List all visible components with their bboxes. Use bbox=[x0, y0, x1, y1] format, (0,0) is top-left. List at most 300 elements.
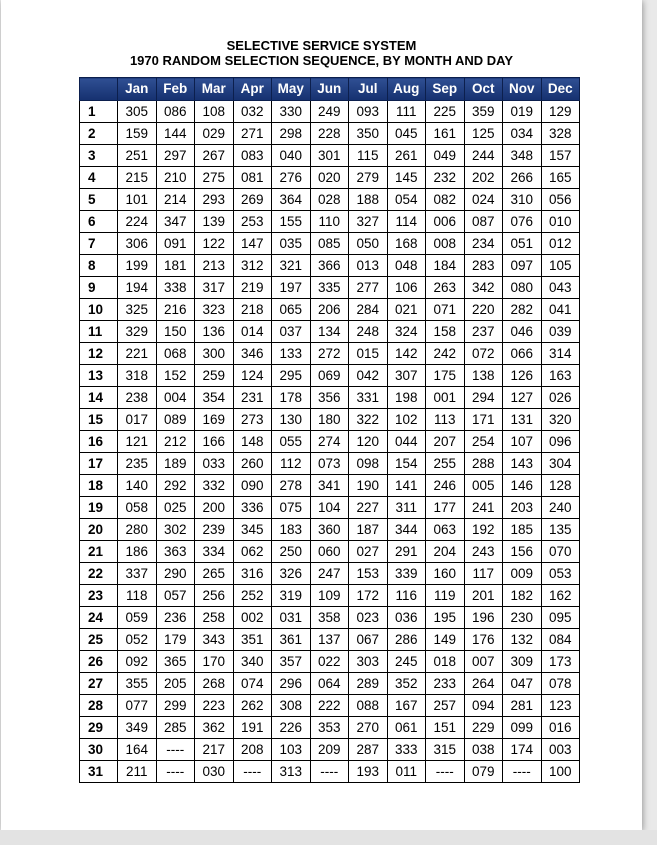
sequence-cell: 041 bbox=[541, 299, 580, 321]
sequence-cell: 313 bbox=[272, 761, 311, 783]
sequence-cell: 296 bbox=[272, 673, 311, 695]
sequence-cell: 006 bbox=[426, 211, 465, 233]
sequence-cell: 177 bbox=[426, 497, 465, 519]
day-label: 17 bbox=[80, 453, 118, 475]
table-row bbox=[80, 387, 580, 409]
day-label: 28 bbox=[80, 695, 118, 717]
sequence-cell: 316 bbox=[233, 563, 272, 585]
sequence-cell: 230 bbox=[503, 607, 542, 629]
sequence-cell: 287 bbox=[349, 739, 388, 761]
sequence-cell: 293 bbox=[195, 189, 234, 211]
sequence-cell: 332 bbox=[195, 475, 234, 497]
sequence-cell: 188 bbox=[349, 189, 388, 211]
viewer-bottom-strip bbox=[0, 830, 657, 845]
sequence-cell: 244 bbox=[464, 145, 503, 167]
sequence-cell: 061 bbox=[387, 717, 426, 739]
sequence-cell: 238 bbox=[118, 387, 157, 409]
month-header-jan: Jan bbox=[118, 78, 157, 101]
sequence-cell: 266 bbox=[503, 167, 542, 189]
sequence-cell: 182 bbox=[503, 585, 542, 607]
sequence-cell: 217 bbox=[195, 739, 234, 761]
sequence-cell: 024 bbox=[464, 189, 503, 211]
sequence-cell: 246 bbox=[426, 475, 465, 497]
sequence-cell: 278 bbox=[272, 475, 311, 497]
sequence-cell: 267 bbox=[195, 145, 234, 167]
sequence-cell: 045 bbox=[387, 123, 426, 145]
sequence-cell: 225 bbox=[426, 101, 465, 123]
sequence-cell: 352 bbox=[387, 673, 426, 695]
sequence-cell: ---- bbox=[156, 761, 195, 783]
sequence-cell: 025 bbox=[156, 497, 195, 519]
sequence-cell: 184 bbox=[426, 255, 465, 277]
day-label: 15 bbox=[80, 409, 118, 431]
sequence-cell: 030 bbox=[195, 761, 234, 783]
sequence-cell: 272 bbox=[310, 343, 349, 365]
sequence-cell: 233 bbox=[426, 673, 465, 695]
sequence-cell: 337 bbox=[118, 563, 157, 585]
sequence-cell: 094 bbox=[464, 695, 503, 717]
sequence-cell: 363 bbox=[156, 541, 195, 563]
sequence-cell: 258 bbox=[195, 607, 234, 629]
sequence-cell: 111 bbox=[387, 101, 426, 123]
sequence-cell: 105 bbox=[541, 255, 580, 277]
sequence-cell: 066 bbox=[503, 343, 542, 365]
sequence-cell: 151 bbox=[426, 717, 465, 739]
sequence-cell: 334 bbox=[195, 541, 234, 563]
day-label: 10 bbox=[80, 299, 118, 321]
sequence-cell: 227 bbox=[349, 497, 388, 519]
sequence-cell: 142 bbox=[387, 343, 426, 365]
sequence-cell: 264 bbox=[464, 673, 503, 695]
sequence-cell: 242 bbox=[426, 343, 465, 365]
sequence-cell: 036 bbox=[387, 607, 426, 629]
sequence-cell: 034 bbox=[503, 123, 542, 145]
table-row bbox=[80, 233, 580, 255]
sequence-cell: 027 bbox=[349, 541, 388, 563]
sequence-cell: 359 bbox=[464, 101, 503, 123]
sequence-cell: 263 bbox=[426, 277, 465, 299]
sequence-cell: 180 bbox=[310, 409, 349, 431]
sequence-cell: 331 bbox=[349, 387, 388, 409]
sequence-cell: 307 bbox=[387, 365, 426, 387]
sequence-cell: 348 bbox=[503, 145, 542, 167]
sequence-cell: 294 bbox=[464, 387, 503, 409]
day-label: 12 bbox=[80, 343, 118, 365]
sequence-cell: 189 bbox=[156, 453, 195, 475]
sequence-cell: 117 bbox=[464, 563, 503, 585]
month-header-aug: Aug bbox=[387, 78, 426, 101]
sequence-cell: 326 bbox=[272, 563, 311, 585]
sequence-cell: 187 bbox=[349, 519, 388, 541]
sequence-cell: 015 bbox=[349, 343, 388, 365]
sequence-cell: 031 bbox=[272, 607, 311, 629]
sequence-cell: 204 bbox=[426, 541, 465, 563]
sequence-cell: 354 bbox=[195, 387, 234, 409]
sequence-cell: 076 bbox=[503, 211, 542, 233]
sequence-cell: 183 bbox=[272, 519, 311, 541]
sequence-cell: 199 bbox=[118, 255, 157, 277]
sequence-cell: 104 bbox=[310, 497, 349, 519]
sequence-cell: 172 bbox=[349, 585, 388, 607]
sequence-cell: 126 bbox=[503, 365, 542, 387]
sequence-cell: 211 bbox=[118, 761, 157, 783]
sequence-cell: 243 bbox=[464, 541, 503, 563]
sequence-cell: 093 bbox=[349, 101, 388, 123]
sequence-cell: 051 bbox=[503, 233, 542, 255]
sequence-cell: 319 bbox=[272, 585, 311, 607]
day-label: 5 bbox=[80, 189, 118, 211]
sequence-cell: 055 bbox=[272, 431, 311, 453]
table-row bbox=[80, 475, 580, 497]
sequence-cell: 213 bbox=[195, 255, 234, 277]
sequence-cell: ---- bbox=[503, 761, 542, 783]
sequence-cell: 106 bbox=[387, 277, 426, 299]
sequence-cell: 349 bbox=[118, 717, 157, 739]
sequence-cell: 083 bbox=[233, 145, 272, 167]
day-label: 1 bbox=[80, 101, 118, 123]
sequence-cell: 087 bbox=[464, 211, 503, 233]
sequence-cell: 158 bbox=[426, 321, 465, 343]
sequence-cell: 314 bbox=[541, 343, 580, 365]
sequence-cell: 062 bbox=[233, 541, 272, 563]
title-line-2: 1970 RANDOM SELECTION SEQUENCE, BY MONTH AND DAY bbox=[129, 53, 514, 68]
sequence-cell: 153 bbox=[349, 563, 388, 585]
month-header-nov: Nov bbox=[503, 78, 542, 101]
month-header-jul: Jul bbox=[349, 78, 388, 101]
sequence-cell: 256 bbox=[195, 585, 234, 607]
sequence-cell: 310 bbox=[503, 189, 542, 211]
day-label: 25 bbox=[80, 629, 118, 651]
sequence-cell: 362 bbox=[195, 717, 234, 739]
sequence-cell: 092 bbox=[118, 651, 157, 673]
sequence-cell: 193 bbox=[349, 761, 388, 783]
sequence-cell: 309 bbox=[503, 651, 542, 673]
sequence-cell: 085 bbox=[310, 233, 349, 255]
sequence-cell: 271 bbox=[233, 123, 272, 145]
sequence-cell: 096 bbox=[541, 431, 580, 453]
sequence-cell: 001 bbox=[426, 387, 465, 409]
sequence-cell: 229 bbox=[464, 717, 503, 739]
sequence-cell: 019 bbox=[503, 101, 542, 123]
sequence-cell: 195 bbox=[426, 607, 465, 629]
sequence-cell: 012 bbox=[541, 233, 580, 255]
sequence-cell: 185 bbox=[503, 519, 542, 541]
table-row bbox=[80, 761, 580, 783]
sequence-cell: 071 bbox=[426, 299, 465, 321]
table-row bbox=[80, 167, 580, 189]
sequence-cell: 221 bbox=[118, 343, 157, 365]
sequence-cell: 219 bbox=[233, 277, 272, 299]
sequence-cell: 360 bbox=[310, 519, 349, 541]
sequence-cell: 255 bbox=[426, 453, 465, 475]
sequence-cell: 162 bbox=[541, 585, 580, 607]
sequence-cell: 366 bbox=[310, 255, 349, 277]
sequence-cell: 109 bbox=[310, 585, 349, 607]
sequence-cell: 268 bbox=[195, 673, 234, 695]
sequence-cell: 116 bbox=[387, 585, 426, 607]
sequence-cell: 095 bbox=[541, 607, 580, 629]
sequence-cell: 206 bbox=[310, 299, 349, 321]
sequence-cell: 342 bbox=[464, 277, 503, 299]
sequence-cell: 133 bbox=[272, 343, 311, 365]
sequence-cell: 122 bbox=[195, 233, 234, 255]
sequence-cell: 046 bbox=[503, 321, 542, 343]
table-row bbox=[80, 651, 580, 673]
sequence-cell: 305 bbox=[118, 101, 157, 123]
sequence-cell: 320 bbox=[541, 409, 580, 431]
day-label: 18 bbox=[80, 475, 118, 497]
sequence-cell: 049 bbox=[426, 145, 465, 167]
table-row bbox=[80, 519, 580, 541]
table-row bbox=[80, 673, 580, 695]
sequence-cell: 032 bbox=[233, 101, 272, 123]
sequence-cell: 327 bbox=[349, 211, 388, 233]
sequence-cell: 101 bbox=[118, 189, 157, 211]
day-label: 16 bbox=[80, 431, 118, 453]
month-header-apr: Apr bbox=[233, 78, 272, 101]
sequence-cell: 328 bbox=[541, 123, 580, 145]
sequence-cell: 007 bbox=[464, 651, 503, 673]
sequence-cell: 212 bbox=[156, 431, 195, 453]
day-label: 7 bbox=[80, 233, 118, 255]
sequence-cell: 202 bbox=[464, 167, 503, 189]
sequence-cell: 072 bbox=[464, 343, 503, 365]
day-label: 14 bbox=[80, 387, 118, 409]
sequence-cell: 191 bbox=[233, 717, 272, 739]
sequence-cell: 173 bbox=[541, 651, 580, 673]
sequence-cell: 160 bbox=[426, 563, 465, 585]
sequence-cell: 075 bbox=[272, 497, 311, 519]
sequence-cell: 361 bbox=[272, 629, 311, 651]
sequence-cell: 262 bbox=[233, 695, 272, 717]
sequence-cell: 275 bbox=[195, 167, 234, 189]
sequence-cell: 249 bbox=[310, 101, 349, 123]
table-row bbox=[80, 541, 580, 563]
month-header-oct: Oct bbox=[464, 78, 503, 101]
sequence-cell: 017 bbox=[118, 409, 157, 431]
sequence-cell: 216 bbox=[156, 299, 195, 321]
sequence-cell: 086 bbox=[156, 101, 195, 123]
table-row bbox=[80, 629, 580, 651]
table-row bbox=[80, 365, 580, 387]
sequence-cell: 029 bbox=[195, 123, 234, 145]
sequence-cell: 297 bbox=[156, 145, 195, 167]
table-row bbox=[80, 343, 580, 365]
sequence-cell: 054 bbox=[387, 189, 426, 211]
sequence-cell: 317 bbox=[195, 277, 234, 299]
sequence-cell: 353 bbox=[310, 717, 349, 739]
sequence-cell: 135 bbox=[541, 519, 580, 541]
sequence-cell: 165 bbox=[541, 167, 580, 189]
sequence-cell: 065 bbox=[272, 299, 311, 321]
sequence-cell: 298 bbox=[272, 123, 311, 145]
sequence-cell: 068 bbox=[156, 343, 195, 365]
sequence-cell: 174 bbox=[503, 739, 542, 761]
title-line-1: SELECTIVE SERVICE SYSTEM bbox=[226, 38, 417, 53]
sequence-cell: 121 bbox=[118, 431, 157, 453]
sequence-cell: 170 bbox=[195, 651, 234, 673]
sequence-cell: 365 bbox=[156, 651, 195, 673]
sequence-cell: 057 bbox=[156, 585, 195, 607]
sequence-cell: 355 bbox=[118, 673, 157, 695]
sequence-cell: 004 bbox=[156, 387, 195, 409]
sequence-cell: 301 bbox=[310, 145, 349, 167]
sequence-cell: 108 bbox=[195, 101, 234, 123]
sequence-cell: 306 bbox=[118, 233, 157, 255]
sequence-cell: 123 bbox=[541, 695, 580, 717]
sequence-cell: 346 bbox=[233, 343, 272, 365]
sequence-cell: 070 bbox=[541, 541, 580, 563]
sequence-cell: 037 bbox=[272, 321, 311, 343]
sequence-cell: 175 bbox=[426, 365, 465, 387]
sequence-cell: 224 bbox=[118, 211, 157, 233]
sequence-cell: ---- bbox=[233, 761, 272, 783]
sequence-cell: 020 bbox=[310, 167, 349, 189]
sequence-cell: 223 bbox=[195, 695, 234, 717]
sequence-cell: 209 bbox=[310, 739, 349, 761]
sequence-cell: 038 bbox=[464, 739, 503, 761]
day-label: 26 bbox=[80, 651, 118, 673]
sequence-cell: ---- bbox=[156, 739, 195, 761]
sequence-cell: 053 bbox=[541, 563, 580, 585]
sequence-cell: 203 bbox=[503, 497, 542, 519]
sequence-cell: 220 bbox=[464, 299, 503, 321]
header-corner-cell bbox=[80, 78, 118, 101]
sequence-cell: 047 bbox=[503, 673, 542, 695]
sequence-cell: 318 bbox=[118, 365, 157, 387]
sequence-cell: 005 bbox=[464, 475, 503, 497]
month-header-may: May bbox=[272, 78, 311, 101]
sequence-cell: 021 bbox=[387, 299, 426, 321]
table-row bbox=[80, 145, 580, 167]
sequence-cell: 205 bbox=[156, 673, 195, 695]
sequence-cell: 118 bbox=[118, 585, 157, 607]
sequence-cell: 084 bbox=[541, 629, 580, 651]
sequence-cell: 207 bbox=[426, 431, 465, 453]
sequence-cell: 343 bbox=[195, 629, 234, 651]
sequence-cell: 139 bbox=[195, 211, 234, 233]
sequence-cell: 284 bbox=[349, 299, 388, 321]
sequence-cell: 147 bbox=[233, 233, 272, 255]
day-label: 23 bbox=[80, 585, 118, 607]
table-row bbox=[80, 453, 580, 475]
sequence-cell: 269 bbox=[233, 189, 272, 211]
sequence-cell: 026 bbox=[541, 387, 580, 409]
sequence-cell: 201 bbox=[464, 585, 503, 607]
sequence-cell: 103 bbox=[272, 739, 311, 761]
sequence-cell: 270 bbox=[349, 717, 388, 739]
sequence-cell: 254 bbox=[464, 431, 503, 453]
document-title bbox=[1, 38, 642, 68]
sequence-cell: 330 bbox=[272, 101, 311, 123]
sequence-cell: 148 bbox=[233, 431, 272, 453]
sequence-cell: 069 bbox=[310, 365, 349, 387]
sequence-cell: 048 bbox=[387, 255, 426, 277]
sequence-cell: 288 bbox=[464, 453, 503, 475]
sequence-cell: 018 bbox=[426, 651, 465, 673]
sequence-cell: 074 bbox=[233, 673, 272, 695]
sequence-cell: 345 bbox=[233, 519, 272, 541]
table-row bbox=[80, 277, 580, 299]
sequence-cell: 043 bbox=[541, 277, 580, 299]
day-label: 20 bbox=[80, 519, 118, 541]
table-row bbox=[80, 211, 580, 233]
sequence-cell: 134 bbox=[310, 321, 349, 343]
sequence-cell: 302 bbox=[156, 519, 195, 541]
sequence-cell: 040 bbox=[272, 145, 311, 167]
day-label: 8 bbox=[80, 255, 118, 277]
sequence-cell: 155 bbox=[272, 211, 311, 233]
sequence-cell: 089 bbox=[156, 409, 195, 431]
sequence-cell: 113 bbox=[426, 409, 465, 431]
table-row bbox=[80, 409, 580, 431]
sequence-cell: 323 bbox=[195, 299, 234, 321]
sequence-cell: 214 bbox=[156, 189, 195, 211]
sequence-cell: 333 bbox=[387, 739, 426, 761]
sequence-cell: 240 bbox=[541, 497, 580, 519]
table-row bbox=[80, 739, 580, 761]
sequence-cell: 152 bbox=[156, 365, 195, 387]
sequence-cell: 127 bbox=[503, 387, 542, 409]
sequence-cell: 274 bbox=[310, 431, 349, 453]
table-row bbox=[80, 431, 580, 453]
sequence-cell: 226 bbox=[272, 717, 311, 739]
sequence-cell: 285 bbox=[156, 717, 195, 739]
sequence-cell: 146 bbox=[503, 475, 542, 497]
sequence-cell: 357 bbox=[272, 651, 311, 673]
table-body bbox=[80, 101, 580, 783]
sequence-cell: 099 bbox=[503, 717, 542, 739]
sequence-cell: 344 bbox=[387, 519, 426, 541]
sequence-cell: 198 bbox=[387, 387, 426, 409]
sequence-cell: 023 bbox=[349, 607, 388, 629]
sequence-cell: 252 bbox=[233, 585, 272, 607]
sequence-cell: 138 bbox=[464, 365, 503, 387]
sequence-cell: 120 bbox=[349, 431, 388, 453]
sequence-cell: 259 bbox=[195, 365, 234, 387]
sequence-cell: 222 bbox=[310, 695, 349, 717]
document-page bbox=[1, 0, 642, 830]
day-label: 29 bbox=[80, 717, 118, 739]
month-header-dec: Dec bbox=[541, 78, 580, 101]
sequence-cell: 279 bbox=[349, 167, 388, 189]
sequence-cell: 292 bbox=[156, 475, 195, 497]
table-row bbox=[80, 321, 580, 343]
sequence-cell: 273 bbox=[233, 409, 272, 431]
sequence-cell: 168 bbox=[387, 233, 426, 255]
day-label: 22 bbox=[80, 563, 118, 585]
sequence-cell: 033 bbox=[195, 453, 234, 475]
sequence-cell: 248 bbox=[349, 321, 388, 343]
sequence-cell: 097 bbox=[503, 255, 542, 277]
day-label: 24 bbox=[80, 607, 118, 629]
sequence-cell: 281 bbox=[503, 695, 542, 717]
sequence-cell: 011 bbox=[387, 761, 426, 783]
sequence-cell: 128 bbox=[541, 475, 580, 497]
sequence-cell: 010 bbox=[541, 211, 580, 233]
sequence-cell: 299 bbox=[156, 695, 195, 717]
sequence-cell: 215 bbox=[118, 167, 157, 189]
sequence-cell: 283 bbox=[464, 255, 503, 277]
sequence-cell: 144 bbox=[156, 123, 195, 145]
day-label: 6 bbox=[80, 211, 118, 233]
sequence-cell: 286 bbox=[387, 629, 426, 651]
sequence-cell: 210 bbox=[156, 167, 195, 189]
sequence-cell: 014 bbox=[233, 321, 272, 343]
sequence-cell: 078 bbox=[541, 673, 580, 695]
sequence-cell: 312 bbox=[233, 255, 272, 277]
sequence-cell: 166 bbox=[195, 431, 234, 453]
